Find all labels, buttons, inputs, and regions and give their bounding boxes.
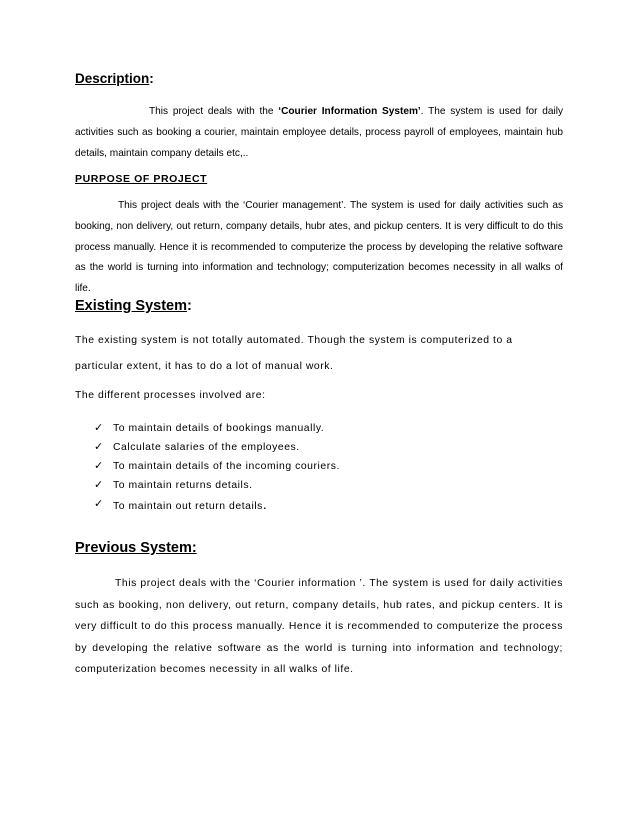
process-list <box>94 419 340 514</box>
processes-intro: The different processes involved are: <box>75 390 266 401</box>
checkmark-icon: ✓ <box>94 498 104 510</box>
existing-system-heading <box>75 298 192 314</box>
description-heading <box>75 71 154 86</box>
checkmark-icon: ✓ <box>94 422 104 434</box>
list-item-text: To maintain returns details. <box>113 480 253 491</box>
description-heading-colon: : <box>149 71 154 86</box>
existing-line-1: The existing system is not totally automated. Though the system is computerized to a <box>75 335 513 346</box>
checkmark-icon: ✓ <box>94 460 104 472</box>
existing-heading-text: Existing System <box>75 298 188 314</box>
list-item-text: To maintain out return details <box>113 501 263 512</box>
list-item-text: Calculate salaries of the employees. <box>113 442 300 453</box>
list-item <box>94 495 340 514</box>
checkmark-icon: ✓ <box>94 441 104 453</box>
list-item <box>94 457 340 476</box>
list-item <box>94 419 340 438</box>
list-item-period: . <box>262 496 268 512</box>
previous-paragraph <box>75 573 563 681</box>
existing-heading-colon: : <box>187 298 192 314</box>
description-bold-title: ‘Courier Information System’ <box>278 106 421 117</box>
list-item <box>94 438 340 457</box>
previous-system-heading: Previous System: <box>75 540 197 556</box>
list-item-text: To maintain details of bookings manually. <box>113 423 325 434</box>
list-item-text: To maintain details of the incoming couriers. <box>113 461 340 472</box>
description-heading-text: Description <box>75 71 150 86</box>
purpose-text: This project deals with the ‘Courier management’. The system is used for daily activities such as booking, non delivery, out return, company details, hubr ates, and pickup centers. It is very difficult to do this process manually. Hence it is recommended to computerize the process by developing the relative software as the world is turning into information and technology; computerization becomes necessity in all walks of life. <box>75 200 563 295</box>
description-text-start: This project deals with the <box>149 106 279 117</box>
existing-line-2: particular extent, it has to do a lot of manual work. <box>75 361 334 372</box>
list-item <box>94 476 340 495</box>
checkmark-icon: ✓ <box>94 479 104 491</box>
purpose-heading: PURPOSE OF PROJECT <box>75 173 208 185</box>
purpose-paragraph <box>75 196 563 300</box>
previous-text: This project deals with the ‘Courier information ’. The system is used for daily activities such as booking, non delivery, out return, company details, hub rates, and pickup centers. It is very difficult to do this process manually. Hence it is recommended to computerize the process by developing the relative software as the world is turning into information and technology; computerization becomes necessity in all walks of life. <box>75 578 563 675</box>
description-paragraph <box>75 102 563 164</box>
description-text-end: . The system is used for daily activities such as booking a courier, maintain employee details, process payroll of employees, maintain hub details, maintain company details etc,.. <box>75 106 563 159</box>
